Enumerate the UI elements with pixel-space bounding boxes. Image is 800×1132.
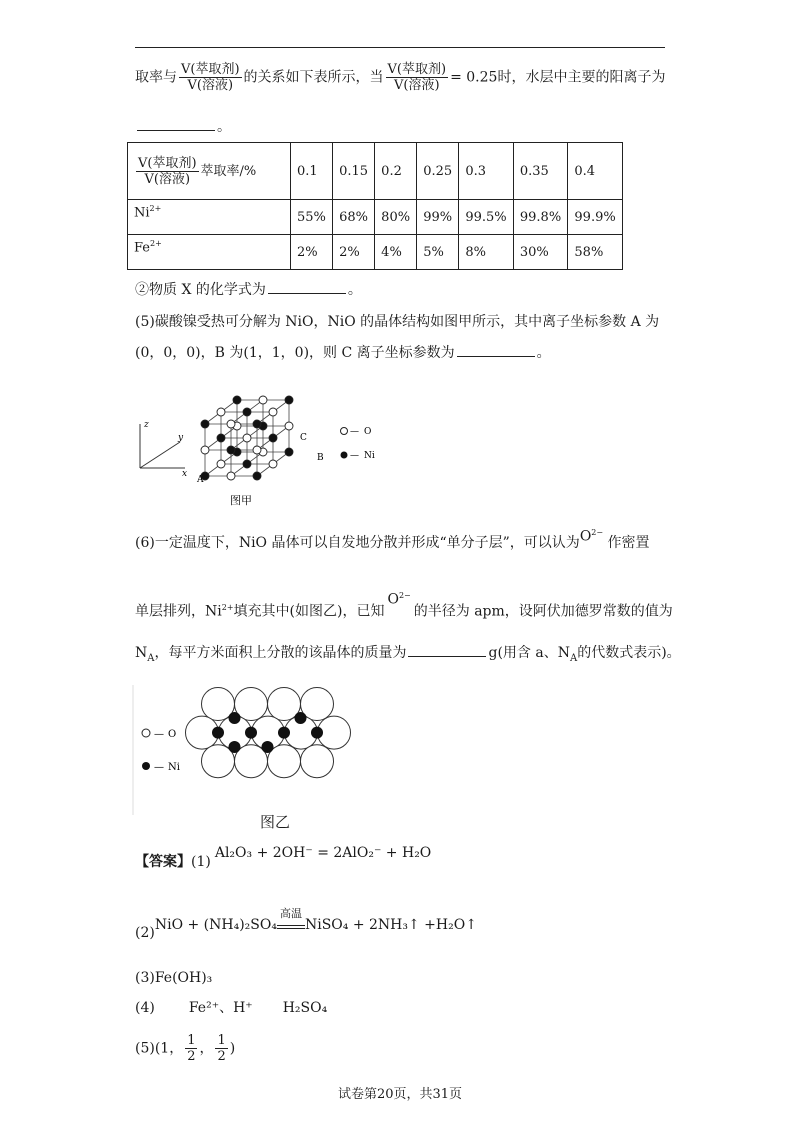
equation-right: NiSO₄ + 2NH₃↑ +H₂O↑ [304, 917, 477, 933]
legend-o-dot [142, 729, 150, 737]
answer-5 [135, 1033, 235, 1064]
o-ion [217, 460, 225, 468]
legend-dash: — [350, 427, 359, 437]
ratio-cell: 0.2 [375, 143, 417, 200]
table-cell: 58% [568, 235, 623, 270]
ni-ion [253, 472, 261, 480]
fraction-denominator: 2 [217, 1049, 226, 1064]
text-fragment: 取率与 [135, 69, 177, 86]
legend-ni-dot [341, 452, 348, 459]
ion-symbol: Ni [134, 205, 150, 221]
table-cell: 99% [417, 200, 459, 235]
ni-ion [269, 434, 277, 442]
ion-symbol: Fe [134, 240, 151, 256]
text-fragment: 。 [536, 345, 551, 361]
answer-3: (3)Fe(OH)₃ [135, 970, 213, 986]
ni-ion [212, 727, 224, 739]
point-b-label: B [317, 453, 324, 463]
answer-equation: Al₂O₃ + 2OH⁻ = 2AlO₂⁻ + H₂O [214, 845, 432, 861]
text-fragment: ) [229, 1040, 236, 1057]
table-cell: 99.5% [459, 200, 514, 235]
ni-ion [227, 446, 235, 454]
legend-ni-label: Ni [364, 451, 375, 461]
ni-ion [245, 727, 257, 739]
legend-dash: — [154, 762, 164, 773]
table-row [128, 200, 623, 235]
text-fragment: ，每平方米面积上分散的该晶体的质量为 [154, 645, 407, 661]
page-footer: 试卷第20页，共31页 [337, 1087, 463, 1102]
o-ion [259, 396, 267, 404]
fraction-numerator: 1 [217, 1033, 226, 1048]
fraction-half [215, 1033, 227, 1064]
text-fragment: ， [199, 1040, 214, 1057]
fraction-denominator: V(溶液) [187, 78, 234, 93]
table-cell: 80% [375, 200, 417, 235]
text-fragment: 作密置 [607, 535, 650, 551]
fraction-denominator: 2 [187, 1049, 196, 1064]
axis-z-label: z [144, 420, 149, 430]
ratio-cell: 0.1 [291, 143, 333, 200]
text-fragment: 。 [217, 119, 231, 135]
fraction-numerator: V(萃取剂) [181, 62, 240, 77]
ni-ion [201, 420, 209, 428]
legend-dash: — [350, 451, 359, 461]
axis-x-label: x [182, 469, 188, 479]
extraction-table [127, 142, 623, 270]
ion-charge: 2− [591, 528, 604, 537]
point-c-label: C [300, 433, 307, 443]
text-fragment: 单层排列，Ni [135, 603, 222, 620]
legend-ni-dot [142, 762, 150, 770]
fraction-denominator: V(溶液) [144, 171, 191, 187]
table-header-row [128, 143, 623, 200]
ni-ion [217, 434, 225, 442]
text-fragment: 的半径为 apm，设阿伏加德罗常数的值为 [413, 603, 673, 620]
subscript: A [569, 652, 578, 664]
ni-ion [233, 396, 241, 404]
o-ion [227, 472, 235, 480]
table-cell: 5% [417, 235, 459, 270]
o-ion [217, 408, 225, 416]
question-5-line-1: (5)碳酸镍受热可分解为 NiO，NiO 的晶体结构如图甲所示，其中离子坐标参数 A 为 [135, 314, 660, 330]
answer-number: (2) [135, 925, 155, 941]
o-ion [243, 434, 251, 442]
ratio-cell: 0.3 [459, 143, 514, 200]
text-fragment: 。 [347, 282, 362, 298]
o-ion [285, 422, 293, 430]
text-line-1 [135, 62, 665, 93]
table-cell: 4% [375, 235, 417, 270]
text-fragment: 的代数式表示)。 [577, 645, 681, 661]
fraction [386, 62, 449, 93]
axis-group [140, 424, 185, 468]
o-ion [269, 408, 277, 416]
question-x [135, 279, 362, 300]
legend-o-label: O [364, 427, 372, 437]
figure-b-caption: 图乙 [260, 813, 291, 831]
ion-charge: 2+ [150, 239, 162, 248]
ion-symbol: O [579, 528, 592, 545]
ratio-cell: 0.4 [568, 143, 623, 200]
reaction-condition: 高温 [279, 907, 302, 920]
figure-b-monolayer [130, 680, 370, 830]
figure-a-caption: 图甲 [230, 494, 252, 507]
ni-ion [229, 712, 241, 724]
ni-ion [243, 460, 251, 468]
answer-4 [135, 998, 327, 1018]
table-cell: 8% [459, 235, 514, 270]
legend-dash: — [154, 729, 164, 740]
answer-label: 【答案】 [135, 854, 191, 870]
o-ion [201, 446, 209, 454]
legend-o-label: O [168, 729, 177, 740]
legend-o-dot [341, 428, 348, 435]
answer-blank[interactable] [137, 116, 215, 131]
table-cell: 99.9% [568, 200, 623, 235]
ion-symbol: O [387, 591, 399, 608]
equals-value: = 0.25 [450, 69, 498, 86]
ion-charge: 2+ [149, 204, 162, 213]
answer-blank[interactable] [457, 342, 535, 357]
o-ion [227, 420, 235, 428]
fraction [136, 156, 199, 187]
answer-number: (1) [191, 854, 211, 870]
answer-acid: H₂SO₄ [282, 1000, 328, 1016]
text-fragment: (6)一定温度下，NiO 晶体可以自发地分散并形成“单分子层”，可以认为 [135, 535, 580, 551]
text-fragment: 的关系如下表所示，当 [243, 69, 384, 86]
cube-lattice [201, 396, 293, 480]
ni-ion [262, 741, 274, 753]
ion-cell [128, 200, 291, 235]
top-rule [135, 47, 665, 48]
question-5-line-2 [135, 342, 551, 363]
question-6-line-1 [135, 528, 650, 557]
fraction-numerator: V(萃取剂) [138, 155, 197, 171]
legend-ni-label: Ni [168, 762, 180, 773]
o-ion [253, 446, 261, 454]
ni-ion [311, 727, 323, 739]
ni-ion [278, 727, 290, 739]
text-fragment: 填充其中(如图乙)，已知 [233, 603, 385, 620]
axis-y-label: y [178, 433, 184, 443]
ratio-cell: 0.15 [333, 143, 375, 200]
ion-cell [128, 235, 291, 270]
table-row [128, 235, 623, 270]
ratio-cell: 0.35 [513, 143, 568, 200]
question-6-line-3 [135, 642, 681, 669]
answer-number: (4) [135, 1000, 155, 1016]
o-ion [301, 745, 334, 778]
subscript: A [147, 652, 155, 664]
table-cell: 68% [333, 200, 375, 235]
fraction-numerator: V(萃取剂) [387, 62, 447, 77]
answer-1 [135, 845, 432, 872]
monolayer-lattice [186, 688, 351, 778]
ratio-cell: 0.25 [417, 143, 459, 200]
text-fragment: (0，0，0)，B 为(1，1，0)，则 C 离子坐标参数为 [135, 345, 455, 361]
o-ion [269, 460, 277, 468]
equation-left: NiO + (NH₄)₂SO₄ [154, 917, 277, 933]
table-cell: 2% [291, 235, 333, 270]
text-fragment: N [135, 645, 148, 661]
question-6-line-2 [135, 591, 673, 622]
ni-ion [285, 396, 293, 404]
text-line-2 [135, 116, 231, 137]
ni-ion [253, 420, 261, 428]
table-header-cell [128, 143, 291, 200]
text-fragment: ②物质 X 的化学式为 [135, 282, 266, 298]
oxide-ion [387, 586, 410, 610]
fraction-half [185, 1033, 197, 1064]
answer-2 [135, 907, 477, 941]
fraction [179, 62, 242, 93]
table-cell: 99.8% [513, 200, 568, 235]
ion-charge: 2− [398, 591, 411, 600]
oxide-ion [580, 523, 603, 547]
fraction-numerator: 1 [187, 1033, 196, 1048]
ion-charge: 2+ [221, 603, 234, 612]
answer-blank[interactable] [268, 279, 346, 294]
table-cell: 2% [333, 235, 375, 270]
answer-blank[interactable] [408, 642, 486, 657]
ni-ion [295, 712, 307, 724]
point-a-label: A [197, 475, 204, 485]
ni-ion [229, 741, 241, 753]
text-fragment: 时，水层中主要的阳离子为 [497, 69, 666, 86]
equals-sign [277, 925, 305, 929]
fraction-denominator: V(溶液) [394, 78, 440, 93]
text-fragment: (5)(1， [135, 1040, 184, 1057]
text-fragment: g(用含 a、N [488, 645, 570, 661]
condition-arrow [277, 907, 305, 929]
table-cell: 55% [291, 200, 333, 235]
ni-ion [243, 408, 251, 416]
header-label: 萃取率/% [200, 163, 257, 179]
answer-ions: Fe²⁺、H⁺ [188, 1000, 253, 1016]
ni-ion [285, 448, 293, 456]
figure-a-crystal [130, 372, 410, 512]
table-cell: 30% [513, 235, 568, 270]
